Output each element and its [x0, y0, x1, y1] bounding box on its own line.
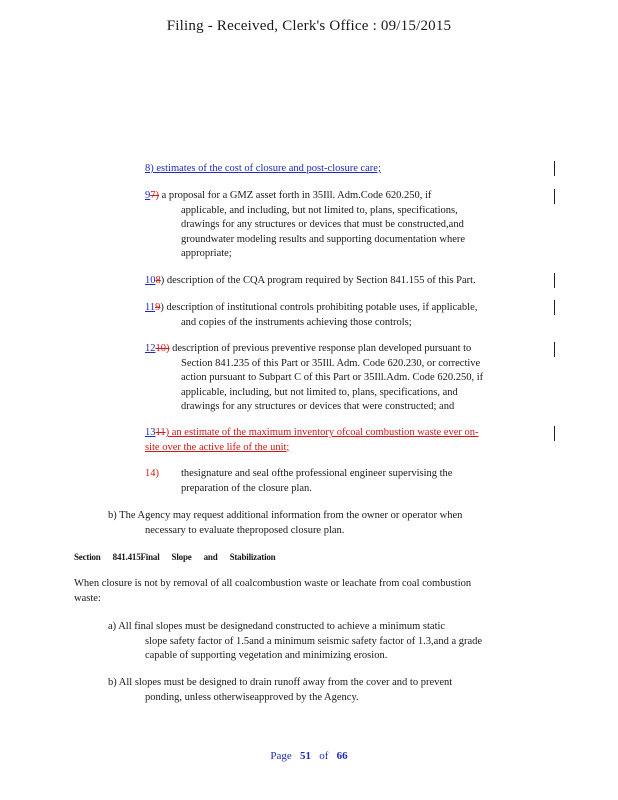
item-text: description of previous preventive response plan developed pursuant to	[169, 343, 472, 354]
list-item-12	[145, 342, 535, 415]
list-item-13	[145, 426, 535, 455]
item-text: drawings for any structures or devices that were constructed; and	[181, 401, 455, 412]
change-bar	[554, 342, 555, 357]
item-number-new: 13	[145, 427, 156, 438]
paragraph-text: a) All final slopes must be designedand constructed to achieve a minimum static	[108, 621, 446, 632]
item-text: Section 841.235 of this Part or 35Ill. Adm. Code 620.230, or corrective	[181, 357, 481, 369]
list-item-9	[145, 189, 535, 262]
intro-paragraph	[74, 577, 554, 606]
page-total: 66	[336, 750, 348, 762]
paragraph-text: ponding, unless otherwiseapproved by the Agency.	[145, 691, 359, 703]
change-bar	[554, 161, 555, 176]
item-number-deleted: 10)	[155, 343, 170, 354]
filing-header: Filing - Received, Clerk's Office : 09/15/2015	[166, 18, 452, 34]
item-text: ) description of institutional controls prohibiting potable uses, if applicable,	[160, 302, 478, 313]
item-number-new: 11	[145, 302, 156, 313]
item-text: thesignature and seal ofthe professional engineer supervising the	[181, 468, 453, 479]
item-text: ) description of the CQA program required by Section 841.155 of this Part.	[160, 275, 476, 286]
slope-requirement-b	[108, 676, 558, 705]
list-item-14	[145, 467, 535, 496]
change-bar	[554, 273, 555, 288]
item-number-deleted: 11	[155, 427, 166, 438]
change-bar	[554, 189, 555, 204]
item-text-inserted: site over the active life of the unit;	[145, 441, 290, 453]
item-number-new: 12	[145, 343, 156, 354]
change-bar	[554, 300, 555, 315]
item-text: action pursuant to Subpart C of this Part or 35Ill.Adm. Code 620.250, if	[181, 372, 484, 383]
item-number-inserted: 14)	[145, 468, 159, 479]
change-bar	[554, 426, 555, 441]
paragraph-text: necessary to evaluate theproposed closure plan.	[145, 524, 345, 536]
slope-requirement-a	[108, 620, 558, 664]
item-text: and copies of the instruments achieving those controls;	[181, 316, 412, 328]
item-text-inserted: ) an estimate of the maximum inventory ofcoal combustion waste ever on-	[165, 427, 479, 438]
paragraph-text: b) The Agency may request additional information from the owner or operator when	[108, 510, 463, 521]
item-text: drawings for any structures or devices that must be constructed,and	[181, 219, 464, 230]
item-text: applicable, and including, but not limited to, plans, specifications,	[181, 204, 458, 216]
item-text: appropriate;	[181, 248, 232, 259]
list-item-10	[145, 274, 535, 289]
item-text: applicable, including, but not limited to, plans, specifications, and	[181, 386, 458, 398]
paragraph-text: capable of supporting vegetation and minimizing erosion.	[145, 650, 388, 661]
item-number-new: 9	[145, 190, 151, 201]
footer-prefix: Page	[270, 750, 300, 762]
item-number-deleted: 9	[155, 302, 161, 313]
section-heading: Section 841.415Final Slope and Stabilization	[74, 552, 276, 562]
paragraph-b	[108, 509, 558, 538]
paragraph-text: When closure is not by removal of all coalcombustion waste or leachate from coal combustion	[74, 578, 472, 589]
item-text: a proposal for a GMZ asset forth in 35Ill. Adm.Code 620.250, if	[159, 190, 432, 201]
item-text: preparation of the closure plan.	[181, 482, 312, 494]
page-number: 51	[299, 750, 311, 762]
list-item-11	[145, 301, 535, 330]
item-text: groundwater modeling results and supporting documentation where	[181, 233, 466, 245]
list-item-8: 8) estimates of the cost of closure and post-closure care;	[145, 163, 381, 174]
item-number-deleted: 8	[155, 275, 161, 286]
paragraph-text: slope safety factor of 1.5and a minimum seismic safety factor of 1.3,and a grade	[145, 635, 483, 647]
item-number-deleted: 7)	[150, 190, 159, 201]
page-footer	[0, 750, 618, 762]
item-number-new: 10	[145, 275, 156, 286]
paragraph-text: b) All slopes must be designed to drain runoff away from the cover and to prevent	[108, 677, 453, 688]
paragraph-text: waste:	[74, 592, 101, 604]
footer-mid: of	[310, 750, 337, 762]
